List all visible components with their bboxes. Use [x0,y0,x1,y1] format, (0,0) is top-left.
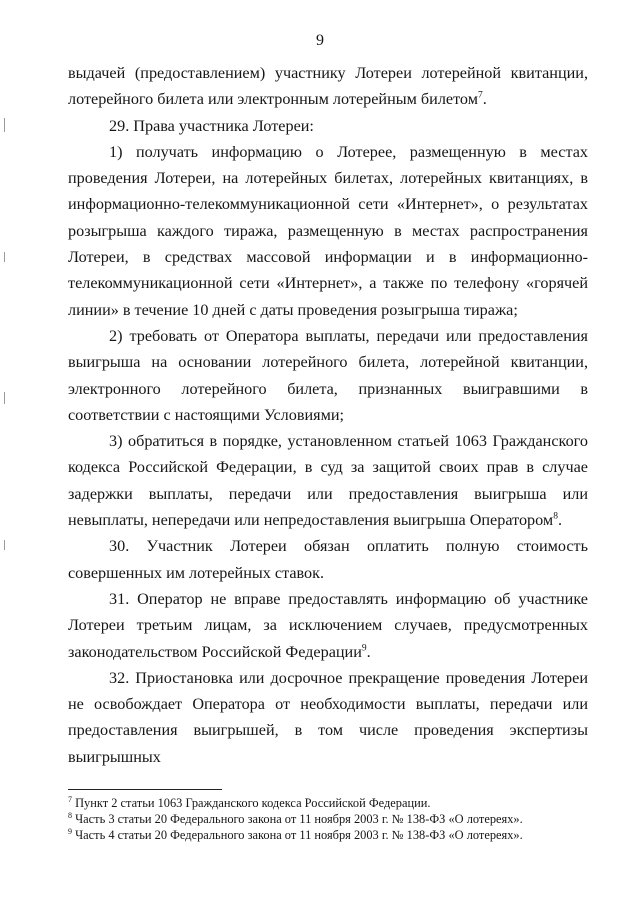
footnote-item [68,827,608,843]
footnote-text: Пункт 2 статьи 1063 Гражданского кодекса Российской Федерации. [75,796,431,810]
scan-mark [4,252,5,262]
footnote-reference: 7 [477,90,483,101]
paragraph-29-3: 3) обратиться в порядке, установленном статьей 1063 Гражданского кодекса Российской Федерации, в суд за защитой своих прав в случае задержки выплаты, передачи или предоставления выигрыша или невыплаты, непередачи или непредоставления выигрыша Оператором$^8$. [68,432,588,530]
paragraph-text: 2) требовать от Оператора выплаты, передачи или предоставления выигрыша на основании лотерейного билета, лотерейной квитанции, электронного лотерейного билета, признанных выигравшими в соответствии с настоящими Условиями; [68,326,588,424]
scan-mark [4,540,5,550]
paragraph-text: 3) обратиться в порядке, установленном статьей 1063 Гражданского кодекса Российской Федерации, в суд за защитой своих прав в случае задержки выплаты, передачи или предоставления выигрыша или невыплаты, непередачи или непредоставления выигрыша Оператором [68,432,588,530]
paragraph-text: 29. Права участника Лотереи: [109,116,314,135]
footnote-text: Часть 3 статьи 20 Федерального закона от 11 ноября 2003 г. № 138-ФЗ «О лотереях». [75,812,523,826]
paragraph-heading-29 [68,113,588,139]
body-text [68,60,588,770]
paragraph-text: 31. Оператор не вправе предоставлять информацию об участнике Лотереи третьим лицам, за исключением случаев, предусмотренных законодательством Российской Федерации [68,589,588,661]
footnote-separator [68,789,222,790]
scan-mark [4,118,5,132]
footnote-item [68,795,608,811]
paragraph-continued: выдачей (предоставлением) участнику Лотереи лотерейной квитанции, лотерейного билета или электронным лотерейным билетом$^7$. [68,64,588,109]
footnote-text: Часть 4 статьи 20 Федерального закона от 11 ноября 2003 г. № 138-ФЗ «О лотереях». [75,828,523,842]
paragraph-text: 1) получать информацию о Лотерее, размещенную в местах проведения Лотереи, на лотерейных билетах, лотерейных квитанциях, в информационно-телекоммуникационной сети «Интернет», о результатах розыгрыша каждого тиража, размещенную в местах распространения Лотереи, в средствах массовой информации и в информационно-телекоммуникационной сети «Интернет», а также по телефону «горячей линии» в течение 10 дней с даты проведения розыгрыша тиража; [68,142,588,319]
paragraph-text: выдачей (предоставлением) участнику Лотереи лотерейной квитанции, лотерейного билета или электронным лотерейным билетом [68,64,588,109]
footnotes [68,795,608,843]
paragraph-29-1 [68,139,588,323]
footnote-mark: 9 [68,826,72,836]
paragraph-32 [68,665,588,770]
footnote-reference: 8 [553,511,558,522]
footnote-mark: 8 [68,810,72,820]
paragraph-31: 31. Оператор не вправе предоставлять информацию об участнике Лотереи третьим лицам, за исключением случаев, предусмотренных законодательством Российской Федерации$^9$. [68,589,588,661]
scan-mark [4,392,5,404]
paragraph-29-2 [68,323,588,428]
footnote-reference: 9 [361,643,367,654]
paragraph-30 [68,533,588,586]
paragraph-text: 32. Приостановка или досрочное прекращение проведения Лотереи не освобождает Оператора от необходимости выплаты, передачи или предоставления выигрышей, в том числе проведения экспертизы выигрышных [68,668,588,766]
paragraph-text: 30. Участник Лотереи обязан оплатить полную стоимость совершенных им лотерейных ставок. [68,537,588,582]
footnote-mark: 7 [68,794,72,804]
page-number: 9 [316,32,324,49]
footnote-item [68,811,608,827]
